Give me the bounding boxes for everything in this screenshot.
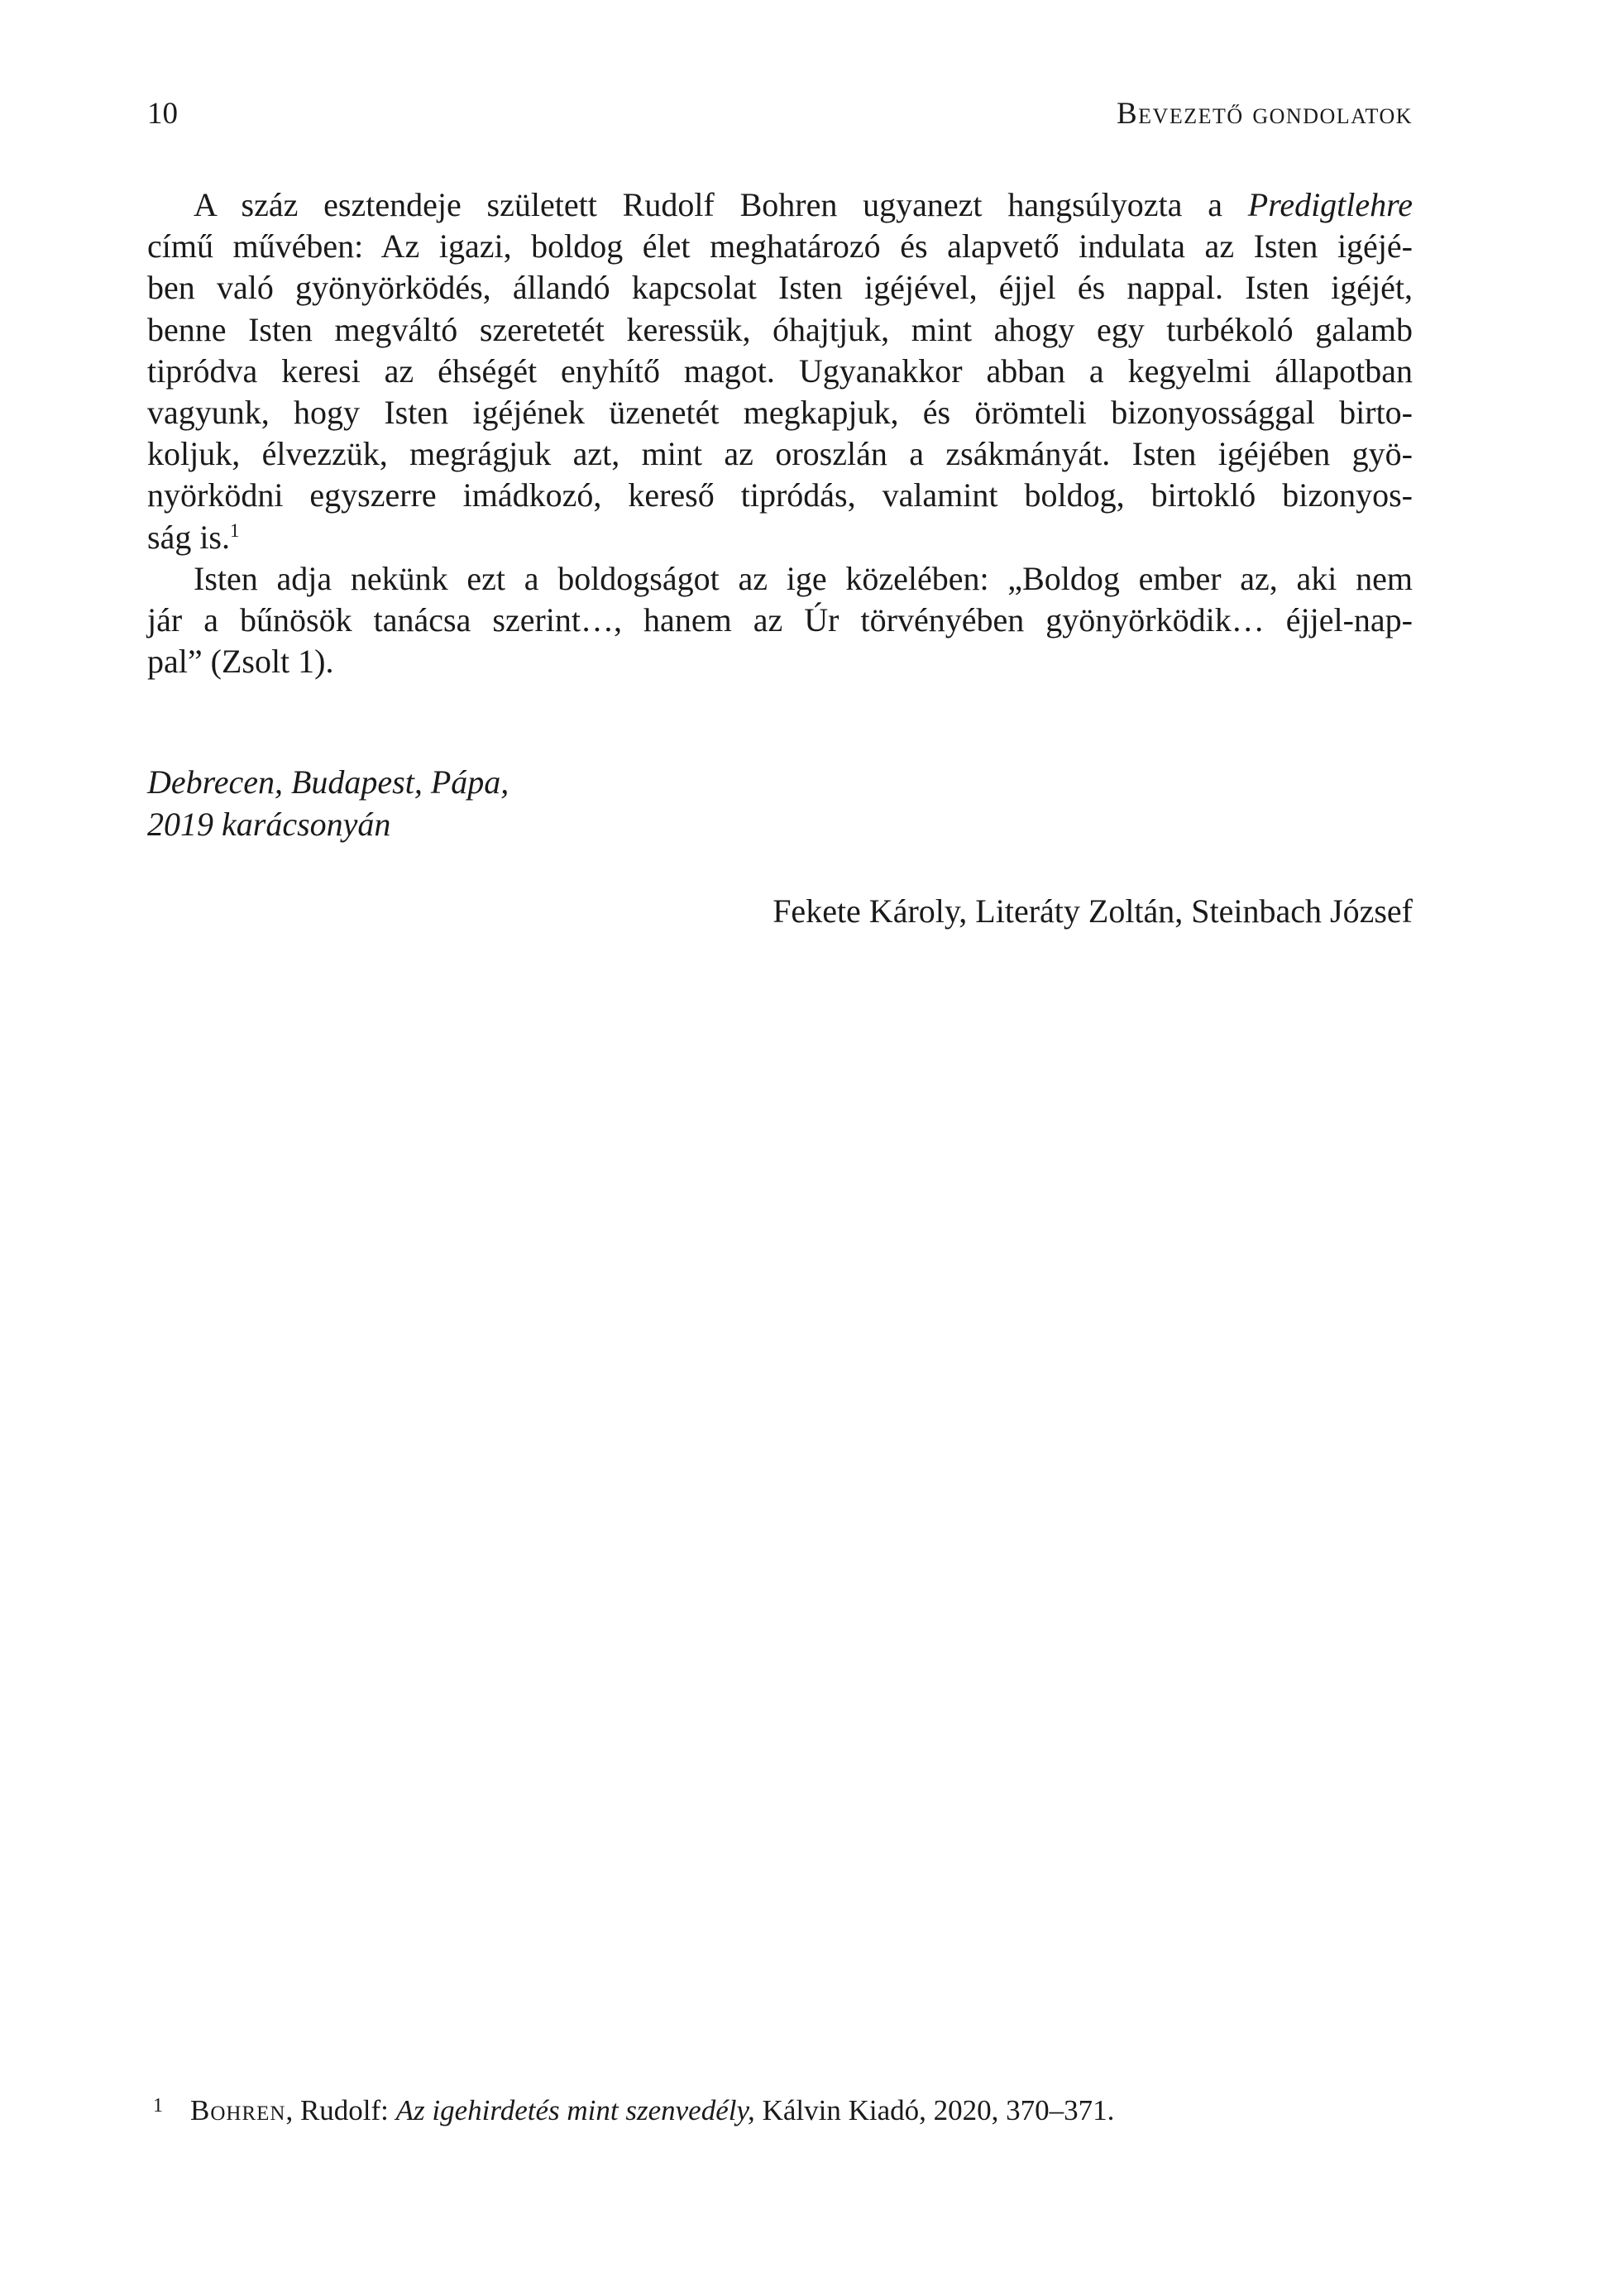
text-line: ben való gyönyörködés, állandó kapcsolat Isten igéjével, éjjel és nappal. Isten igéjét, <box>147 269 1413 307</box>
footnote-author: Bohren <box>190 2094 286 2126</box>
running-head <box>147 96 1413 137</box>
text-line: benne Isten megváltó szeretetét keressük, óhajtjuk, mint ahogy egy turbékoló galamb <box>147 310 1413 348</box>
text-line: jár a bűnösök tanácsa szerint…, hanem az Úr törvényében gyönyörködik… éjjel-nap- <box>147 600 1413 639</box>
footnote-book-title: Az igehirdetés mint szenvedély, <box>395 2094 755 2126</box>
authors-signature: Fekete Károly, Literáty Zoltán, Steinbach József <box>773 892 1413 930</box>
text-line: Isten adja nekünk ezt a boldogságot az ige közelében: „Boldog ember az, aki nem <box>194 559 1413 597</box>
date: 2019 karácsonyán <box>147 806 391 843</box>
footnote-publisher: Kálvin Kiadó, 2020, 370–371. <box>754 2094 1115 2126</box>
paragraph-1 <box>147 184 1413 558</box>
footnote <box>153 2093 1115 2129</box>
place: Debrecen, Budapest, Pápa, <box>147 763 509 801</box>
text-line: tipródva keresi az éhségét enyhítő magot. Ugyanakkor abban a kegyelmi állapotban <box>147 352 1413 390</box>
place-date <box>147 761 509 845</box>
text-line: vagyunk, hogy Isten igéjének üzenetét megkapjuk, és örömteli bizonyossággal birto- <box>147 393 1413 431</box>
footnote-text: , Rudolf: <box>285 2094 396 2126</box>
footnote-marker: 1 <box>153 2095 163 2117</box>
section-title: Bevezető gondolatok <box>1116 97 1413 131</box>
text-run: ság is. <box>147 518 230 556</box>
text-line: pal” (Zsolt 1). <box>147 643 334 681</box>
paragraph-2 <box>147 558 1413 683</box>
body-text <box>147 184 1413 682</box>
text-line: nyörködni egyszerre imádkozó, kereső tipródás, valamint boldog, birtokló bizonyos- <box>147 476 1413 514</box>
text-line <box>147 517 1413 558</box>
page-number: 10 <box>147 97 178 131</box>
text-line: koljuk, élvezzük, megrágjuk azt, mint az oroszlán a zsákmányát. Isten igéjében gyö- <box>147 435 1413 473</box>
book-title-italic: Predigtlehre <box>1247 186 1413 223</box>
footnote-reference: 1 <box>230 519 240 541</box>
text-line <box>147 184 1413 226</box>
text-run: A száz esztendeje született Rudolf Bohren ugyanezt hangsúlyozta a <box>194 186 1248 223</box>
text-line: című művében: Az igazi, boldog élet meghatározó és alapvető indulata az Isten igéjé- <box>147 227 1413 265</box>
